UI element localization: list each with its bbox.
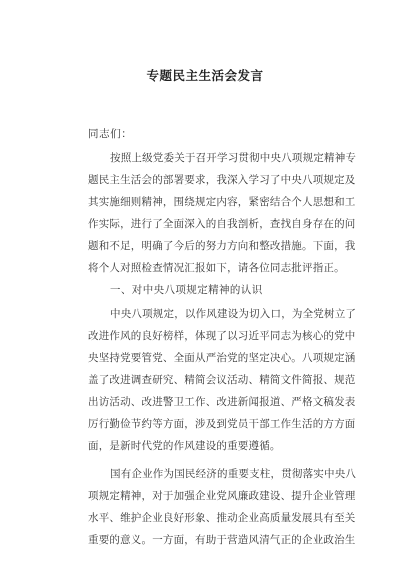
paragraph-line: 项规定精神，对于加强企业党风廉政建设、提升企业管理 — [88, 490, 356, 502]
paragraph-line: 盖了改进调查研究、精简会议活动、精简文件简报、规范 — [88, 374, 356, 386]
paragraph-line: 厉行勤俭节约等方面，涉及到党员干部工作生活的方方面 — [88, 418, 356, 430]
paragraph-line: 中央八项规定，以作风建设为切入口，为全党树立了 — [110, 308, 357, 320]
paragraph-line: 将个人对照检查情况汇报如下，请各位同志批评指正。 — [88, 262, 345, 274]
paragraph-line: 水平、维护企业良好形象、推动企业高质量发展具有至关 — [88, 512, 356, 524]
section-heading: 一、对中央八项规定精神的认识 — [110, 284, 263, 296]
paragraph-line: 题和不足，明确了今后的努力方向和整改措施。下面，我 — [88, 240, 356, 252]
paragraph-line: 作实际，进行了全面深入的自我剖析，查找自身存在的问 — [88, 218, 356, 230]
paragraph-line: 改进作风的良好榜样，体现了以习近平同志为核心的党中 — [88, 330, 356, 342]
paragraph-line: 其实施细则精神，围绕规定内容，紧密结合个人思想和工 — [88, 196, 356, 208]
paragraph-line: 重要的意义。一方面，有助于营造风清气正的企业政治生 — [88, 534, 356, 546]
salutation: 同志们： — [88, 128, 133, 140]
paragraph-line: 国有企业作为国民经济的重要支柱，贯彻落实中央八 — [110, 468, 357, 480]
paragraph-line: 题民主生活会的部署要求，我深入学习了中央八项规定及 — [88, 174, 356, 186]
page-title: 专题民主生活会发言 — [146, 68, 264, 83]
paragraph-line: 面，是新时代党的作风建设的重要遵循。 — [88, 440, 281, 452]
paragraph-line: 出访活动、改进警卫工作、改进新闻报道、严格文稿发表 — [88, 396, 356, 408]
paragraph-line: 按照上级党委关于召开学习贯彻中央八项规定精神专 — [110, 152, 357, 164]
paragraph-line: 央坚持党要管党、全面从严治党的坚定决心。八项规定涵 — [88, 352, 356, 364]
